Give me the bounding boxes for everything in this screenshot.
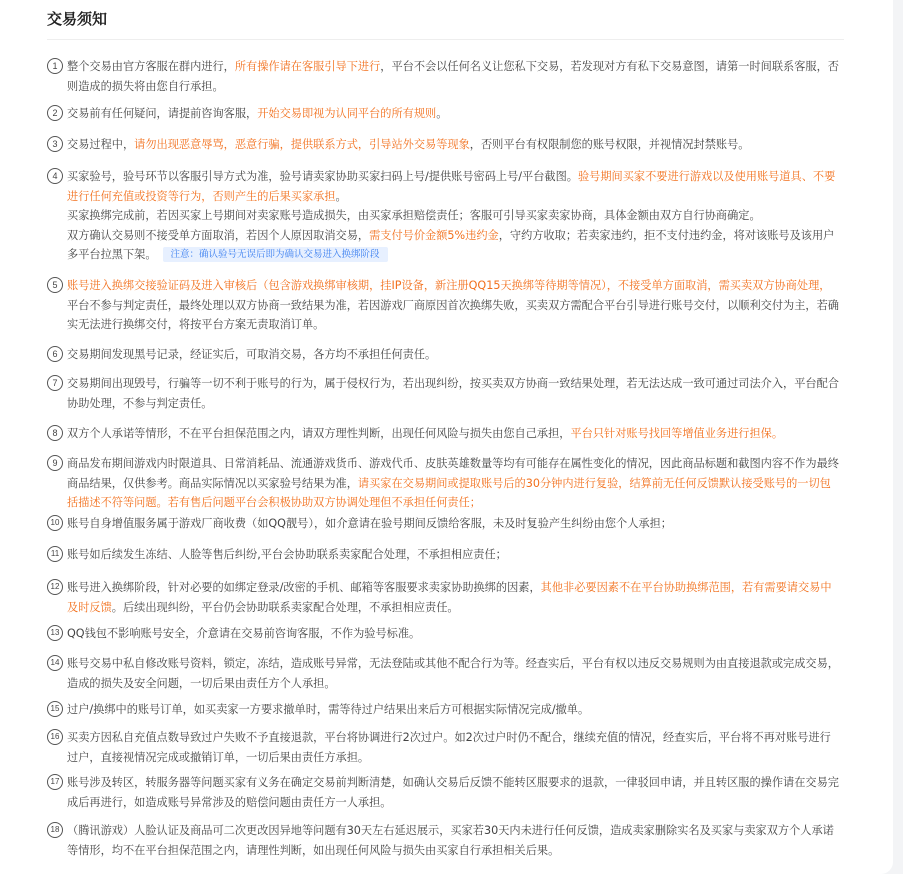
rule-line	[67, 578, 847, 598]
rule-line	[67, 276, 847, 296]
rule-text	[67, 654, 847, 693]
rule-number: 14	[47, 655, 63, 671]
rule-text	[67, 514, 847, 534]
rule-text-segment: 账号自身增值服务属于游戏厂商收费（如QQ靓号），如介意请在验号期间反馈给客服，未及时复验产生纠纷由您个人承担；	[67, 517, 672, 530]
highlighted-text: 开始交易即视为认同平台的所有规则	[257, 107, 437, 120]
rule-text-segment: 造成的损失及安全问题，一切后果由责任方个人承担。	[67, 676, 336, 690]
rule-text	[67, 57, 847, 96]
rule-line	[67, 773, 847, 793]
rule-line	[67, 374, 847, 394]
rule-line	[67, 345, 847, 365]
rule-item	[47, 454, 847, 513]
rule-text-segment: 买家换绑完成前，若因买家上号期间对卖家账号造成损失，由买家承担赔偿责任；客服可引导买家卖家协商，具体金额由双方自行协商确定。	[67, 209, 761, 222]
highlighted-text: 所有操作请在客服引导下进行	[234, 60, 381, 73]
rule-line	[67, 77, 847, 97]
rule-item	[47, 57, 847, 96]
rule-item	[47, 374, 847, 413]
rule-number: 3	[47, 136, 63, 152]
rule-number: 17	[47, 774, 63, 790]
rule-text-segment: 等情形，均不在平台担保范围之内，请理性判断，如出现任何风险与损失由买家自行承担相关后果。	[67, 843, 560, 857]
rule-line	[67, 226, 847, 246]
rule-text-segment: （腾讯游戏）人脸认证及商品可二次更改因异地等问题有30天左右延迟展示，买家若30天内未进行任何反馈，造成卖家删除实名及买家与卖家双方个人承诺	[67, 824, 834, 837]
rule-line	[67, 514, 847, 534]
notice-tag: 注意：确认验号无误后即为确认交易进入换绑阶段	[163, 247, 388, 262]
rule-number: 2	[47, 105, 63, 121]
rule-text	[67, 624, 847, 644]
rule-line	[67, 187, 847, 207]
rule-text	[67, 167, 847, 265]
rule-text	[67, 700, 847, 720]
highlighted-text: 及时反馈	[67, 600, 112, 614]
rule-item	[47, 167, 847, 265]
rule-text-segment: 交易过程中，	[67, 138, 135, 151]
rule-number: 16	[47, 729, 63, 745]
rule-text-segment: 账号进入换绑阶段，针对必要的如绑定登录/改密的手机、邮箱等客服要求卖家协助换绑的因素，	[67, 581, 541, 594]
rule-text-segment: 交易期间出现毁号，行骗等一切不利于账号的行为，属于侵权行为，若出现纠纷，按买卖双方协商一致结果处理，若无法达成一致可通过司法介入，平台配合	[67, 377, 839, 390]
rule-line	[67, 454, 847, 474]
rule-text-segment: 账号涉及转区，转服务器等问题买家有义务在确定交易前判断清楚，如确认交易后反馈不能转区服要求的退款，一律驳回申请，并且转区服的操作请在交易完	[67, 776, 839, 789]
rule-text-segment: 成后再进行，如造成账号异常涉及的赔偿问题由责任方一人承担。	[67, 795, 392, 809]
rule-line	[67, 315, 847, 335]
rule-line	[67, 748, 847, 768]
rule-text-segment: 协助处理，不参与判定责任。	[67, 396, 213, 410]
rule-text	[67, 454, 847, 513]
rule-text-segment: 商品发布期间游戏内时限道具、日常消耗品、流通游戏货币、游戏代币、皮肤英雄数量等均有可能存在属性变化的情况，因此商品标题和截图内容不作为最终	[67, 457, 839, 470]
rule-line	[67, 167, 847, 187]
rule-number: 5	[47, 277, 63, 293]
rule-number: 7	[47, 375, 63, 391]
rule-text-segment: 账号如后续发生冻结、人脸等售后纠纷,平台会协助联系卖家配合处理，不承担相应责任；	[67, 548, 507, 561]
rule-text-segment: ，平台不会以任何名义让您私下交易，若发现对方有私下交易意图，请第一时间联系客服，否	[380, 60, 839, 73]
rule-number: 18	[47, 822, 63, 838]
highlighted-text: 括描述不符等问题。若有售后问题平台会积极协助双方协调处理但不承担任何责任；	[67, 496, 481, 509]
rule-line	[67, 598, 847, 618]
rule-line	[67, 545, 847, 565]
rule-text-segment: 。	[436, 107, 448, 120]
rule-item	[47, 345, 847, 365]
rule-text-segment: 商品结果，仅供参考。商品实际情况以买家验号结果为准，	[67, 476, 358, 490]
rule-number: 13	[47, 625, 63, 641]
rule-text	[67, 104, 847, 124]
rule-text-segment: QQ钱包不影响账号安全，介意请在交易前咨询客服，不作为验号标准。	[67, 627, 421, 640]
section-title: 交易须知	[47, 10, 108, 28]
rule-text-segment: 交易前有任何疑问，请提前咨询客服，	[67, 107, 258, 120]
rule-text-segment: 。	[335, 189, 347, 203]
rule-text-segment: ，守约方收取；若卖家违约，拒不支付违约金，将对该账号及该用户	[498, 228, 835, 242]
rule-text	[67, 374, 847, 413]
highlighted-text: 平台只针对账号找回等增值业务进行担保。	[570, 427, 784, 440]
rule-text-segment: 过户/换绑中的账号订单，如买卖家一方要求撤单时，需等待过户结果出来后方可根据实际情况完成/撤单。	[67, 703, 590, 716]
rule-line	[67, 841, 847, 861]
rule-text-segment: 平台不参与判定责任，最终处理以双方协商一致结果为准，若因游戏厂商原因首次换绑失败，买卖双方需配合平台引导进行账号交付，以顺利交付为主，若确	[67, 298, 839, 312]
rule-line	[67, 493, 847, 513]
rule-item	[47, 578, 847, 617]
rule-text-segment: 实无法进行换绑交付，将按平台方案无责取消订单。	[67, 318, 325, 331]
rule-text	[67, 821, 847, 860]
rule-line	[67, 57, 847, 77]
rule-line	[67, 296, 847, 316]
highlighted-text: 其他非必要因素不在平台协助换绑范围，若有需要请交易中	[540, 581, 832, 594]
rule-line	[67, 793, 847, 813]
rule-line	[67, 424, 847, 444]
rule-text-segment: 多平台拉黑下架。	[67, 248, 157, 261]
rule-number: 10	[47, 515, 63, 531]
rule-text	[67, 345, 847, 365]
rule-line	[67, 245, 847, 265]
rule-line	[67, 728, 847, 748]
rule-text	[67, 424, 847, 444]
rule-item	[47, 821, 847, 860]
highlighted-text: 需支付号价金额5%违约金	[369, 228, 499, 242]
rule-line	[67, 135, 847, 155]
rule-line	[67, 394, 847, 414]
rule-text	[67, 135, 847, 155]
rule-text	[67, 578, 847, 617]
rule-number: 4	[47, 168, 63, 184]
rule-line	[67, 821, 847, 841]
rule-item	[47, 104, 847, 124]
highlighted-text: 请勿出现恶意辱骂，恶意行骗，提供联系方式，引导站外交易等现象	[134, 138, 470, 151]
rule-text-segment: 双方确认交易则不接受单方面取消，若因个人原因取消交易，	[67, 228, 370, 242]
rule-item	[47, 424, 847, 444]
highlighted-text: 账号进入换绑交接验证码及进入审核后（包含游戏换绑审核期，挂IP设备，新注册QQ15天换绑等待期等情况），不接受单方面取消，需买卖双方协商处理，	[67, 279, 831, 292]
highlighted-text: 请买家在交易期间或提取账号后的30分钟内进行复验，结算前无任何反馈默认接受账号的一切包	[357, 476, 831, 490]
rule-item	[47, 545, 847, 565]
rule-text-segment: 。后续出现纠纷，平台仍会协助联系卖家配合处理，不承担相应责任。	[111, 600, 459, 614]
rule-text	[67, 545, 847, 565]
highlighted-text: 验号期间买家不要进行游戏以及使用账号道具、不要	[577, 170, 836, 183]
rule-text-segment: 双方个人承诺等情形，不在平台担保范围之内，请双方理性判断，出现任何风险与损失由您自己承担，	[67, 427, 571, 440]
rule-text-segment: 交易期间发现黑号记录，经证实后，可取消交易，各方均不承担任何责任。	[67, 348, 437, 361]
rule-number: 9	[47, 455, 63, 471]
rule-item	[47, 276, 847, 335]
rule-text-segment: 过户，直接视情况完成或撤销订单，一切后果由责任方承担。	[67, 750, 370, 764]
rule-line	[67, 474, 847, 494]
rule-line	[67, 654, 847, 674]
rule-line	[67, 104, 847, 124]
rule-text-segment: ，否则平台有权限制您的账号权限，并视情况封禁账号。	[469, 138, 750, 151]
rule-number: 1	[47, 58, 63, 74]
rule-text-segment: 则造成的损失将由您自行承担。	[67, 79, 224, 93]
rule-item	[47, 654, 847, 693]
title-divider	[47, 39, 844, 40]
rule-number: 15	[47, 701, 63, 717]
rule-number: 6	[47, 346, 63, 362]
highlighted-text: 进行任何充值或投资等行为，否则产生的后果买家承担	[67, 189, 336, 203]
rule-item	[47, 773, 847, 812]
rule-line	[67, 624, 847, 644]
rule-text-segment: 账号交易中私自修改账号资料，锁定，冻结，造成账号异常，无法登陆或其他不配合行为等。经查实后，平台有权以违反交易规则为由直接退款或完成交易，	[67, 657, 839, 670]
rule-text-segment: 整个交易由官方客服在群内进行，	[67, 60, 235, 73]
rule-text	[67, 773, 847, 812]
rule-text-segment: 买卖方因私自充值点数导致过户失败不予直接退款，平台将协调进行2次过户。如2次过户时仍不配合，继续充值的情况，经查实后，平台将不再对账号进行	[67, 731, 831, 744]
rule-item	[47, 514, 847, 534]
rule-item	[47, 135, 847, 155]
rule-item	[47, 700, 847, 720]
rule-line	[67, 700, 847, 720]
rule-number: 12	[47, 579, 63, 595]
rule-number: 8	[47, 425, 63, 441]
rule-line	[67, 206, 847, 226]
rule-text	[67, 276, 847, 335]
rule-text-segment: 买家验号，验号环节以客服引导方式为准，验号请卖家协助买家扫码上号/提供账号密码上号/平台截图。	[67, 170, 578, 183]
rule-number: 11	[47, 546, 63, 562]
rule-item	[47, 728, 847, 767]
rule-line	[67, 674, 847, 694]
rule-text	[67, 728, 847, 767]
rule-item	[47, 624, 847, 644]
